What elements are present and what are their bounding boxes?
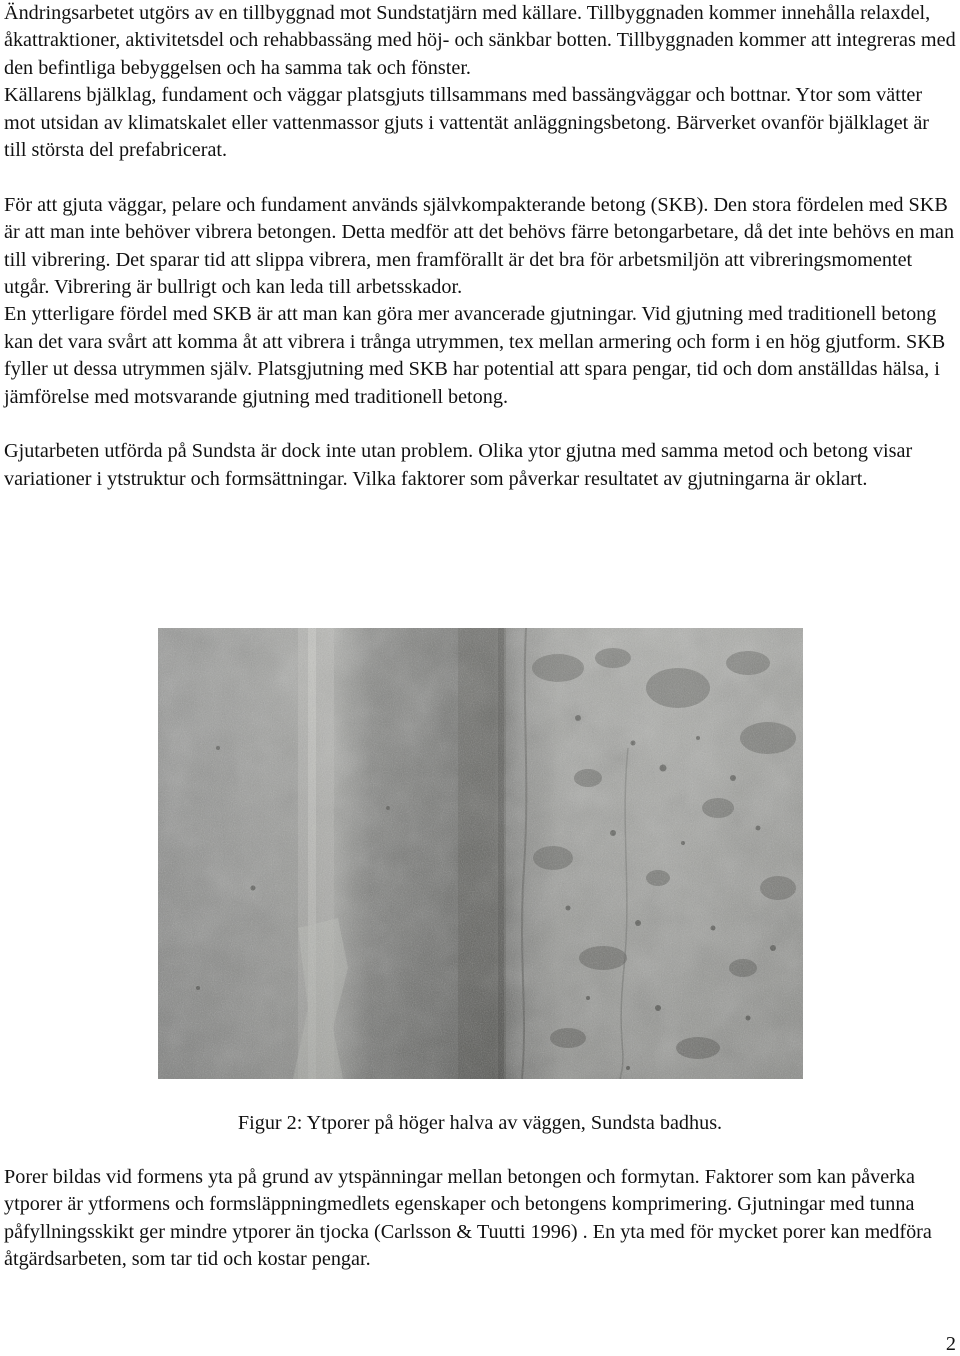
paragraph-pores: Porer bildas vid formens yta på grund av ytspänningar mellan betongen och formytan. Faktorer som kan påverka ytporer är ytformens och formsläppningmedlets egenskaper och betongens komprimering. Gjutningar med tunna påfyllningsskikt ger mindre ytporer än tjocka (Carlsson & Tuutti 1996) . En yta med för mycket porer kan medföra åtgärdsarbeten, som tar tid och kostar pengar. [4, 1166, 932, 1271]
page-number: 2 [945, 1333, 956, 1355]
paragraph-skb: För att gjuta väggar, pelare och fundament används självkompakterande betong (SKB). Den stora fördelen med SKB är att man inte behöver vibrera betongen. Detta medför att det behövs färre betongarbetare, då det inte behövs en man till vibrering. Det sparar tid att slippa vibrera, men framförallt är det bra för arbetsmiljön att vibreringsmomentet utgår. Vibrering är bullrigt och kan leda till arbetsskador. [4, 193, 955, 299]
paragraph-intro: Ändringsarbetet utgörs av en tillbyggnad mot Sundstatjärn med källare. Tillbyggnaden kommer innehålla relaxdel, åkattraktioner, aktivitetsdel och rehabbassäng med höj- och sänkbar botten. Tillbyggnaden kommer att integreras med den befintliga bebyggelsen och ha samma tak och fönster. [4, 2, 956, 79]
paragraph-gap [4, 411, 956, 438]
concrete-wall-photo [158, 628, 803, 1079]
paragraph-gap [4, 164, 956, 191]
page-body-continued [4, 1164, 956, 1274]
figure-caption: Figur 2: Ytporer på höger halva av väggen, Sundsta badhus. [237, 1112, 723, 1134]
paragraph-skb-advantages: En ytterligare fördel med SKB är att man kan göra mer avancerade gjutningar. Vid gjutning med traditionell betong kan det vara svårt att komma åt att vibrera i trånga utrymmen, tex mellan armering och form i en hög gjutform. SKB fyller ut dessa utrymmen själv. Platsgjutning med SKB har potential att spara pengar, tid och dom anställdas hälsa, i jämförelse med motsvarande gjutning med traditionell betong. [4, 303, 946, 408]
paragraph-basement: Källarens bjälklag, fundament och väggar platsgjuts tillsammans med bassängväggar och bottnar. Ytor som vätter mot utsidan av klimatskalet eller vattenmassor gjuts i vattentät anläggningsbetong. Bärverket ovanför bjälklaget är till största del prefabricerat. [4, 84, 929, 162]
page-body [4, 0, 956, 493]
paragraph-problems: Gjutarbeten utförda på Sundsta är dock inte utan problem. Olika ytor gjutna med samma metod och betong visar variationer i ytstruktur och formsättningar. Vilka faktorer som påverkar resultatet av gjutningarna är oklart. [4, 440, 913, 490]
